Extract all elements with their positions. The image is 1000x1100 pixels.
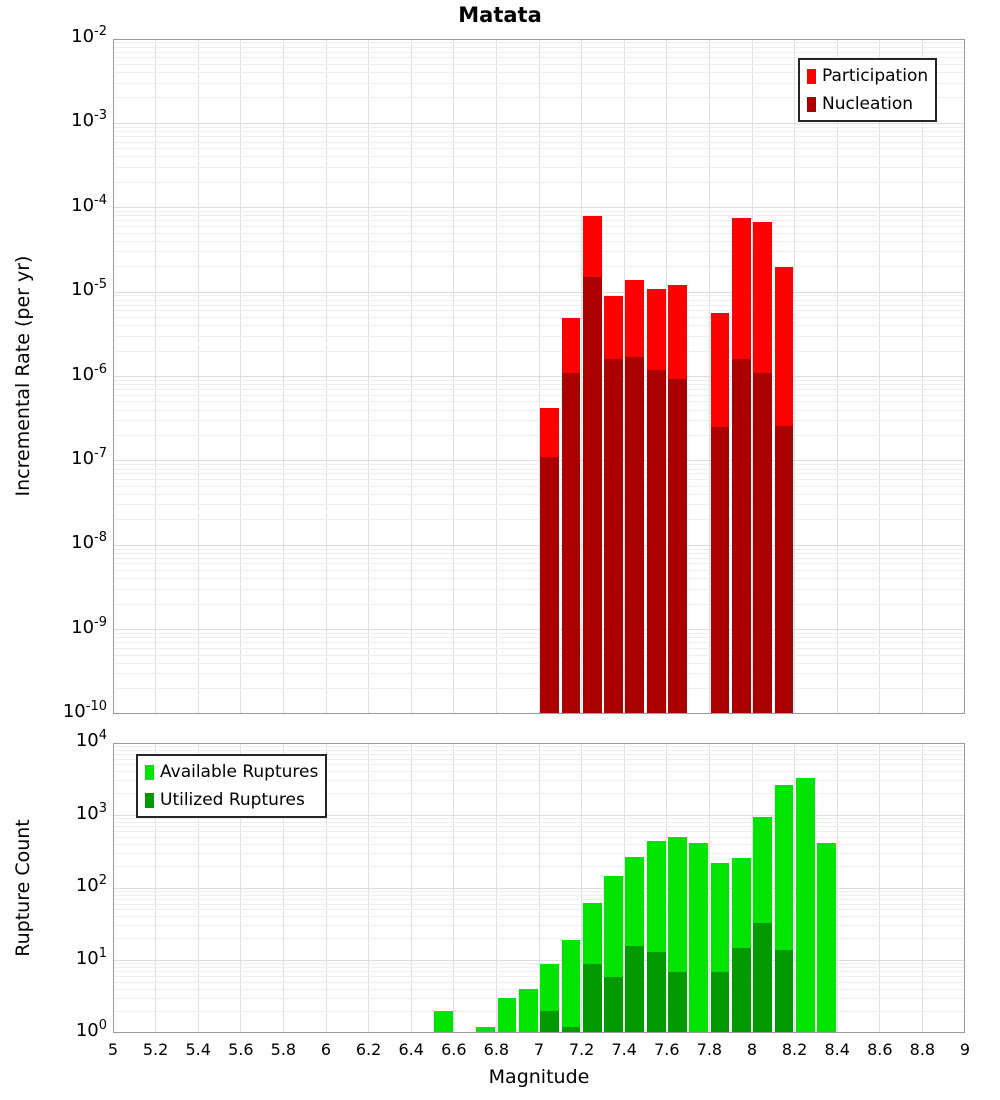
x-tick-label: 7.4 <box>611 1040 637 1059</box>
gridline <box>113 589 965 590</box>
chart-title: Matata <box>458 3 542 27</box>
x-tick-label: 8.6 <box>867 1040 893 1059</box>
rate-legend <box>798 58 937 122</box>
x-tick-label: 5.6 <box>228 1040 254 1059</box>
gridline <box>113 904 965 905</box>
x-tick-label: 7.8 <box>696 1040 723 1059</box>
gridline <box>113 629 965 630</box>
gridline <box>113 549 965 550</box>
y-tick-label: $10^2$ <box>75 873 107 896</box>
x-tick-label: 8.4 <box>824 1040 850 1059</box>
gridline <box>113 295 965 296</box>
gridline <box>113 410 965 411</box>
gridline <box>113 822 965 823</box>
bar-utilized-ruptures <box>732 948 751 1033</box>
gridline <box>113 963 965 964</box>
bar-nucleation <box>732 359 751 714</box>
y-tick-label: $10^0$ <box>75 1018 107 1041</box>
y-tick-label: $10^4$ <box>75 728 107 751</box>
x-tick-label: 5.2 <box>142 1040 169 1059</box>
count-y-axis-title: Rupture Count <box>12 819 34 957</box>
gridline <box>113 853 965 854</box>
bar-utilized-ruptures <box>711 972 730 1033</box>
x-tick-label: 5 <box>107 1040 119 1059</box>
gridline <box>113 207 965 208</box>
gridline <box>113 420 965 421</box>
gridline <box>113 826 965 827</box>
bar-utilized-ruptures <box>583 964 602 1033</box>
x-tick-label: 9 <box>959 1040 971 1059</box>
gridline <box>113 127 965 128</box>
y-tick-label: $10^{-6}$ <box>71 361 107 385</box>
gridline <box>113 215 965 216</box>
gridline <box>113 633 965 634</box>
gridline <box>113 123 965 124</box>
available-ruptures-swatch <box>145 765 154 780</box>
legend-item-utilized <box>145 786 318 814</box>
x-tick-label: 8.2 <box>781 1040 808 1059</box>
y-tick-label: $10^{-5}$ <box>71 277 107 301</box>
gridline <box>113 648 965 649</box>
bar-available-ruptures <box>519 989 538 1033</box>
gridline <box>113 479 965 480</box>
gridline <box>113 837 965 838</box>
gridline <box>113 866 965 867</box>
gridline <box>113 637 965 638</box>
gridline <box>113 989 965 990</box>
gridline <box>113 336 965 337</box>
x-tick-label: 7.6 <box>654 1040 680 1059</box>
gridline <box>113 888 965 889</box>
bar-nucleation <box>562 373 581 714</box>
gridline <box>113 233 965 234</box>
gridline <box>113 1011 965 1012</box>
bar-available-ruptures <box>476 1027 495 1033</box>
bar-utilized-ruptures <box>540 1011 559 1033</box>
gridline <box>113 464 965 465</box>
gridline <box>113 504 965 505</box>
x-tick-label: 5.8 <box>270 1040 297 1059</box>
bar-utilized-ruptures <box>625 946 644 1033</box>
bar-nucleation <box>753 373 772 714</box>
bar-utilized-ruptures <box>668 972 687 1033</box>
gridline <box>113 570 965 571</box>
gridline <box>113 376 965 377</box>
gridline <box>113 746 965 747</box>
y-tick-label: $10^{-9}$ <box>71 614 107 638</box>
gridline <box>113 519 965 520</box>
gridline <box>113 136 965 137</box>
gridline <box>113 553 965 554</box>
gridline <box>113 325 965 326</box>
gridline <box>113 545 965 546</box>
gridline <box>113 317 965 318</box>
gridline <box>113 604 965 605</box>
y-tick-label: $10^{-2}$ <box>71 24 107 47</box>
gridline <box>113 460 965 461</box>
bar-nucleation <box>711 427 730 714</box>
gridline <box>113 435 965 436</box>
bar-nucleation <box>668 379 687 714</box>
gridline <box>113 558 965 559</box>
legend-item-nucleation <box>807 90 928 118</box>
y-tick-label: $10^3$ <box>75 800 107 824</box>
x-tick-label: 6.2 <box>355 1040 382 1059</box>
gridline <box>113 52 965 53</box>
gridline <box>113 384 965 385</box>
bar-utilized-ruptures <box>753 923 772 1033</box>
gridline <box>113 182 965 183</box>
bar-nucleation <box>540 457 559 714</box>
gridline <box>113 351 965 352</box>
x-tick-label: 6 <box>320 1040 332 1059</box>
x-tick-label: 5.4 <box>185 1040 211 1059</box>
x-tick-label: 6.8 <box>483 1040 510 1059</box>
gridline <box>113 494 965 495</box>
gridline <box>113 899 965 900</box>
x-tick-label: 6.4 <box>398 1040 424 1059</box>
gridline <box>113 486 965 487</box>
gridline <box>113 156 965 157</box>
y-tick-label: $10^1$ <box>75 945 107 969</box>
bar-nucleation <box>775 426 794 714</box>
gridline <box>113 469 965 470</box>
gridline <box>113 688 965 689</box>
gridline <box>113 148 965 149</box>
bar-available-ruptures <box>796 778 815 1033</box>
bar-nucleation <box>647 370 666 714</box>
gridline <box>113 251 965 252</box>
rate-y-axis-title: Incremental Rate (per yr) <box>12 255 34 497</box>
y-tick-label: $10^{-4}$ <box>71 192 107 216</box>
gridline <box>113 982 965 983</box>
gridline <box>113 673 965 674</box>
gridline <box>113 142 965 143</box>
gridline <box>113 818 965 819</box>
gridline <box>113 976 965 977</box>
legend-label-utilized: Utilized Ruptures <box>160 790 305 810</box>
gridline <box>113 220 965 221</box>
participation-swatch <box>807 69 816 84</box>
gridline <box>113 916 965 917</box>
gridline <box>113 971 965 972</box>
gridline <box>113 750 965 751</box>
x-axis-title: Magnitude <box>488 1066 590 1088</box>
gridline <box>113 967 965 968</box>
gridline <box>113 211 965 212</box>
bar-available-ruptures <box>562 940 581 1033</box>
gridline <box>113 47 965 48</box>
y-tick-label: $10^{-3}$ <box>71 108 107 132</box>
gridline <box>113 844 965 845</box>
gridline <box>113 292 965 293</box>
gridline <box>113 266 965 267</box>
bar-available-ruptures <box>498 998 517 1033</box>
bar-available-ruptures <box>689 843 708 1033</box>
gridline <box>113 642 965 643</box>
gridline <box>113 925 965 926</box>
count-legend <box>136 754 327 818</box>
gridline <box>113 131 965 132</box>
gridline <box>113 663 965 664</box>
legend-label-nucleation: Nucleation <box>822 94 914 114</box>
bar-available-ruptures <box>434 1011 453 1033</box>
gridline <box>113 563 965 564</box>
gridline <box>113 655 965 656</box>
gridline <box>113 895 965 896</box>
gridline <box>113 300 965 301</box>
nucleation-swatch <box>807 97 816 112</box>
gridline <box>113 909 965 910</box>
x-tick-label: 8.8 <box>909 1040 936 1059</box>
gridline <box>113 380 965 381</box>
x-tick-label: 6.6 <box>441 1040 467 1059</box>
gridline <box>113 960 965 961</box>
legend-item-available <box>145 758 318 786</box>
bar-utilized-ruptures <box>562 1027 581 1033</box>
gridline <box>113 998 965 999</box>
gridline <box>113 395 965 396</box>
x-tick-label: 8 <box>746 1040 758 1059</box>
bar-nucleation <box>625 357 644 714</box>
gridline <box>113 226 965 227</box>
gridline <box>113 167 965 168</box>
x-tick-label: 7.2 <box>568 1040 595 1059</box>
utilized-ruptures-swatch <box>145 793 154 808</box>
gridline <box>113 831 965 832</box>
y-tick-label: $10^{-8}$ <box>71 530 107 554</box>
bar-nucleation <box>583 277 602 714</box>
gridline <box>113 241 965 242</box>
gridline <box>113 389 965 390</box>
bar-utilized-ruptures <box>647 952 666 1033</box>
gridline <box>113 473 965 474</box>
gridline <box>113 401 965 402</box>
gridline <box>113 578 965 579</box>
gridline <box>113 305 965 306</box>
legend-item-participation <box>807 62 928 90</box>
legend-label-available: Available Ruptures <box>160 762 319 782</box>
y-tick-label: $10^{-10}$ <box>62 699 107 722</box>
bar-utilized-ruptures <box>775 950 794 1033</box>
bar-available-ruptures <box>817 843 836 1033</box>
y-tick-label: $10^{-7}$ <box>71 445 107 469</box>
bar-nucleation <box>604 359 623 714</box>
gridline <box>113 938 965 939</box>
gridline <box>113 891 965 892</box>
gridline <box>113 42 965 43</box>
legend-label-participation: Participation <box>822 66 929 86</box>
bar-utilized-ruptures <box>604 977 623 1033</box>
x-tick-label: 7 <box>533 1040 545 1059</box>
gridline <box>113 310 965 311</box>
